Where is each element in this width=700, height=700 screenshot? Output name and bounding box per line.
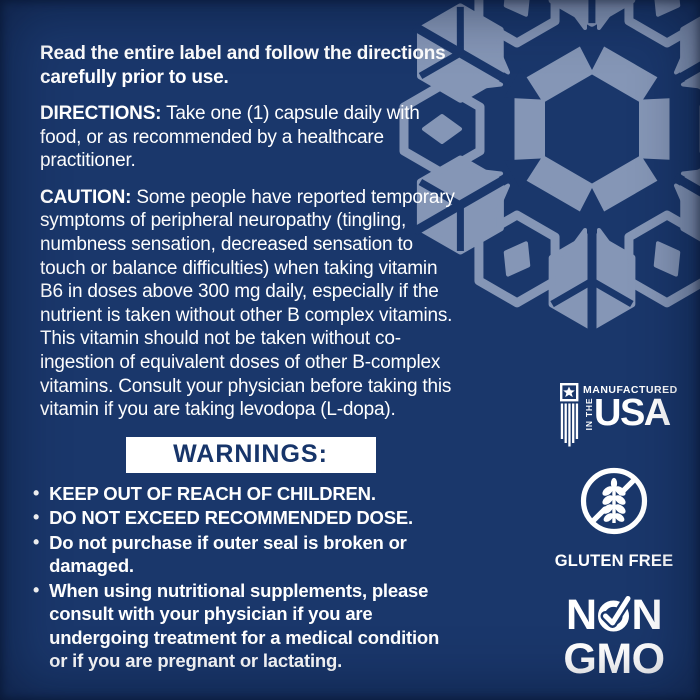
directions-label: DIRECTIONS: xyxy=(40,103,162,124)
bullet-dot: • xyxy=(33,531,40,552)
non-gmo-n-left: N xyxy=(565,591,597,639)
bullet-dot: • xyxy=(33,482,40,503)
non-gmo-line1 xyxy=(566,592,662,639)
warning-item-text: When using nutritional supplements, please consult with your physician if you are undergoing treatment for a medical condition or if you are pregnant or lactating. xyxy=(49,579,440,672)
o-checkmark-icon xyxy=(598,592,631,639)
non-gmo-line2: GMO xyxy=(563,635,665,683)
warnings-title-box xyxy=(126,437,376,473)
label-text-column xyxy=(33,42,461,674)
usa-badge-text xyxy=(583,383,678,434)
warning-item xyxy=(33,531,461,578)
gluten-free-badge xyxy=(555,464,674,571)
usa-label: USA xyxy=(594,392,670,434)
warning-item xyxy=(33,579,461,673)
warning-item-text: KEEP OUT OF REACH OF CHILDREN. xyxy=(49,482,376,504)
in-the-label: IN THE xyxy=(583,397,594,430)
usa-badge xyxy=(560,383,678,452)
bullet-dot: • xyxy=(33,507,40,528)
warnings-title: WARNINGS: xyxy=(173,440,328,469)
non-gmo-badge xyxy=(563,591,665,683)
warning-item xyxy=(33,482,461,506)
bullet-dot: • xyxy=(33,579,40,600)
non-gmo-n-right: N xyxy=(631,591,663,639)
manufactured-label: MANUFACTURED xyxy=(583,384,678,396)
warning-item-text: DO NOT EXCEED RECOMMENDED DOSE. xyxy=(49,507,413,529)
caution-text: Some people have reported temporary symptoms of peripheral neuropathy (tingling, numbness sensation, decreased sensation to touch or balance difficulties) when taking vitamin B6 in doses above 300 mg daily, especially if the nutrient is taken without other B complex vitamins. This vitamin should not be taken without co-ingestion of equivalent doses of other B-complex vitamins. Consult your physician before taking this vitamin if you are taking levodopa (L-dopa). xyxy=(40,186,455,421)
warning-item-text: Do not purchase if outer seal is broken or damaged. xyxy=(49,531,407,577)
warnings-list xyxy=(33,482,461,673)
crossed-wheat-icon xyxy=(577,464,651,543)
caution-label: CAUTION: xyxy=(40,186,132,208)
directions-paragraph xyxy=(40,102,461,173)
gluten-free-label: GLUTEN FREE xyxy=(554,552,674,570)
warning-item xyxy=(33,506,461,530)
us-flag-ribbon-icon xyxy=(560,383,579,452)
caution-paragraph xyxy=(40,186,461,422)
intro-text: Read the entire label and follow the directions carefully prior to use. xyxy=(40,43,446,88)
directions-text: Take one (1) capsule daily with food, or as recommended by a healthcare practitioner. xyxy=(40,103,420,172)
badge-column xyxy=(552,383,678,683)
